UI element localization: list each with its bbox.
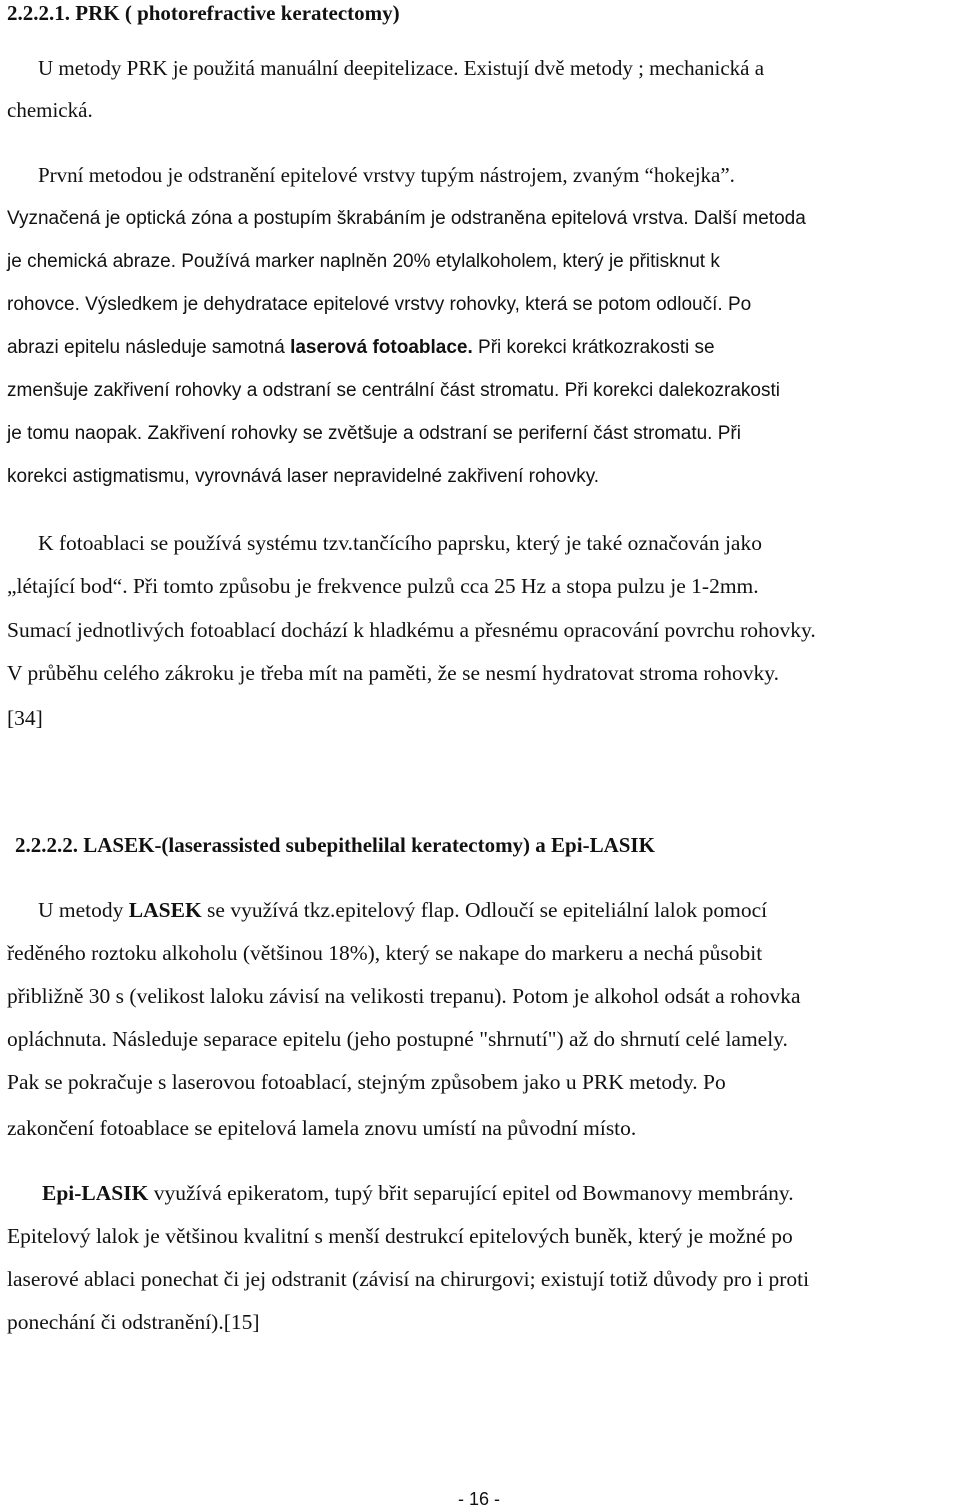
paragraph-line: zmenšuje zakřivení rohovky a odstraní se centrální část stromatu. Při korekci dalekozrakosti [7, 380, 780, 401]
paragraph-line: korekci astigmatismu, vyrovnává laser nepravidelné zakřivení rohovky. [7, 466, 600, 487]
text-run: využívá epikeratom, tupý břit separující epitel od Bowmanovy membrány. [148, 1181, 794, 1205]
text-run: se využívá tkz.epitelový flap. Odloučí se epiteliální lalok pomocí [201, 898, 768, 922]
paragraph-line: První metodou je odstranění epitelové vrstvy tupým nástrojem, zvaným “hokejka”. [38, 163, 735, 187]
section-heading-prk: 2.2.2.1. PRK ( photorefractive keratectomy) [7, 1, 400, 25]
paragraph-line [42, 1180, 794, 1206]
paragraph-line [38, 897, 767, 923]
paragraph-line: Pak se pokračuje s laserovou fotoablací, stejným způsobem jako u PRK metody. Po [7, 1070, 726, 1094]
section-heading-lasek: 2.2.2.2. LASEK-(laserassisted subepithelilal keratectomy) a Epi-LASIK [15, 833, 655, 857]
paragraph-line: Sumací jednotlivých fotoablací dochází k hladkému a přesnému opracování povrchu rohovky. [7, 618, 816, 642]
citation: [34] [7, 706, 43, 730]
paragraph-line: K fotoablaci se používá systému tzv.tančícího paprsku, který je také označován jako [38, 531, 762, 555]
paragraph-line [7, 335, 715, 361]
text-run: U metody [38, 898, 129, 922]
paragraph-line: U metody PRK je použitá manuální deepitelizace. Existují dvě metody ; mechanická a [38, 56, 765, 80]
paragraph-line: Vyznačená je optická zóna a postupím škrabáním je odstraněna epitelová vrstva. Další metoda [7, 208, 806, 229]
paragraph-line: V průběhu celého zákroku je třeba mít na paměti, že se nesmí hydratovat stroma rohovky. [7, 661, 779, 685]
paragraph-line: chemická. [7, 98, 93, 122]
paragraph-line: zakončení fotoablace se epitelová lamela znovu umístí na původní místo. [7, 1116, 637, 1140]
bold-term: laserová fotoablace. [290, 337, 473, 358]
text-run: Při korekci krátkozrakosti se [472, 337, 715, 358]
paragraph-line: rohovce. Výsledkem je dehydratace epitelové vrstvy rohovky, která se potom odloučí. Po [7, 294, 752, 315]
paragraph-line: je chemická abraze. Používá marker naplněn 20% etylalkoholem, který je přitisknut k [7, 251, 720, 272]
bold-term: Epi-LASIK [42, 1181, 149, 1205]
paragraph-line: je tomu naopak. Zakřivení rohovky se zvětšuje a odstraní se periferní část stromatu. Při [7, 423, 741, 444]
page-number: - 16 - [458, 1489, 501, 1509]
paragraph-line: přibližně 30 s (velikost laloku závisí na velikosti trepanu). Potom je alkohol odsát a rohovka [7, 984, 801, 1008]
paragraph-line: „létající bod“. Při tomto způsobu je frekvence pulzů cca 25 Hz a stopa pulzu je 1-2mm. [7, 574, 759, 598]
bold-term: LASEK [128, 898, 202, 922]
paragraph-line: laserové ablaci ponechat či jej odstranit (závisí na chirurgovi; existují totiž důvody pro i proti [7, 1267, 810, 1291]
paragraph-line: opláchnuta. Následuje separace epitelu (jeho postupné "shrnutí") až do shrnutí celé lamely. [7, 1027, 788, 1051]
text-run: abrazi epitelu následuje samotná [7, 337, 291, 358]
paragraph-line: ponechání či odstranění).[15] [7, 1310, 260, 1334]
paragraph-line: Epitelový lalok je většinou kvalitní s menší destrukcí epitelových buněk, který je možné po [7, 1224, 793, 1248]
paragraph-line: ředěného roztoku alkoholu (většinou 18%), který se nakape do markeru a nechá působit [7, 941, 763, 965]
